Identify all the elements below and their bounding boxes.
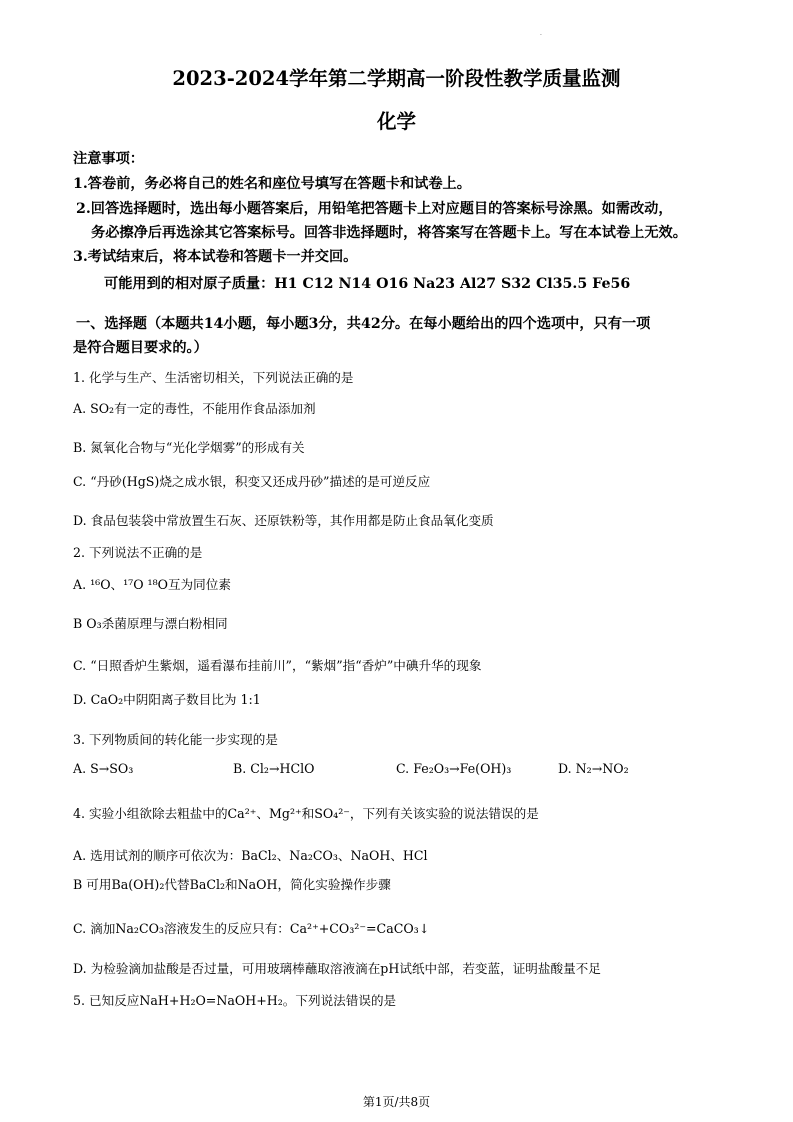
notice-item-2-line-1: 2.回答选择题时，选出每小题答案后，用铅笔把答题卡上对应题目的答案标号涂黑。如需改动， <box>76 201 673 217</box>
q1-option-c: C. “丹砂(HgS)烧之成水银，积变又还成丹砂”描述的是可逆反应 <box>73 474 431 489</box>
q1-option-a: A. SO₂有一定的毒性，不能用作食品添加剂 <box>73 401 316 416</box>
q3-option-b: B. Cl₂→HClO <box>233 761 315 776</box>
notice-item-3: 3.考试结束后，将本试卷和答题卡一并交回。 <box>73 249 358 265</box>
q3-option-c: C. Fe₂O₃→Fe(OH)₃ <box>396 761 512 776</box>
q2-stem: 2. 下列说法不正确的是 <box>73 545 203 560</box>
page-number: 第1页/共8页 <box>362 1095 431 1109</box>
notice-heading: 注意事项： <box>73 151 144 167</box>
q2-option-d: D. CaO₂中阴阳离子数目比为 1:1 <box>73 692 261 707</box>
q4-option-c: C. 滴加Na₂CO₃溶液发生的反应只有：Ca²⁺+CO₃²⁻=CaCO₃↓ <box>73 921 430 936</box>
q3-option-a: A. S→SO₃ <box>73 761 134 776</box>
scan-speck: · <box>540 32 542 39</box>
atomic-mass-line: 可能用到的相对原子质量：H1 C12 N14 O16 Na23 Al27 S32 Cl35.5 Fe56 <box>104 276 631 292</box>
notice-item-2-line-2: 务必擦净后再选涂其它答案标号。回答非选择题时，将答案写在答题卡上。写在本试卷上无效。 <box>91 225 687 241</box>
exam-subject: 化学 <box>376 110 416 133</box>
q1-option-d: D. 食品包装袋中常放置生石灰、还原铁粉等，其作用都是防止食品氧化变质 <box>73 513 494 528</box>
q3-stem: 3. 下列物质间的转化能一步实现的是 <box>73 732 278 747</box>
notice-item-1: 1.答卷前，务必将自己的姓名和座位号填写在答题卡和试卷上。 <box>73 176 471 192</box>
section-heading-line-2: 是符合题目要求的。） <box>73 340 208 356</box>
q4-stem: 4. 实验小组欲除去粗盐中的Ca²⁺、Mg²⁺和SO₄²⁻，下列有关该实验的说法错误的是 <box>73 806 539 821</box>
exam-title: 2023-2024学年第二学期高一阶段性教学质量监测 <box>172 67 621 90</box>
q2-option-b: B O₃杀菌原理与漂白粉相同 <box>73 616 228 631</box>
q1-stem: 1. 化学与生产、生活密切相关，下列说法正确的是 <box>73 370 354 385</box>
q4-option-d: D. 为检验滴加盐酸是否过量，可用玻璃棒蘸取溶液滴在pH试纸中部，若变蓝，证明盐酸量不足 <box>73 961 601 976</box>
section-heading-line-1: 一、选择题（本题共14小题，每小题3分，共42分。在每小题给出的四个选项中，只有一项 <box>76 316 651 332</box>
q4-option-b: B 可用Ba(OH)₂代替BaCl₂和NaOH，简化实验操作步骤 <box>73 877 391 892</box>
q4-option-a: A. 选用试剂的顺序可依次为：BaCl₂、Na₂CO₃、NaOH、HCl <box>73 848 428 863</box>
q1-option-b: B. 氮氧化合物与“光化学烟雾”的形成有关 <box>73 440 305 455</box>
q3-option-d: D. N₂→NO₂ <box>558 761 629 776</box>
q2-option-c: C. “日照香炉生紫烟，遥看瀑布挂前川”，“紫烟”指“香炉”中碘升华的现象 <box>73 658 482 673</box>
q2-option-a: A. ¹⁶O、¹⁷O ¹⁸O互为同位素 <box>73 577 231 592</box>
q5-stem: 5. 已知反应NaH+H₂O=NaOH+H₂。下列说法错误的是 <box>73 993 397 1008</box>
